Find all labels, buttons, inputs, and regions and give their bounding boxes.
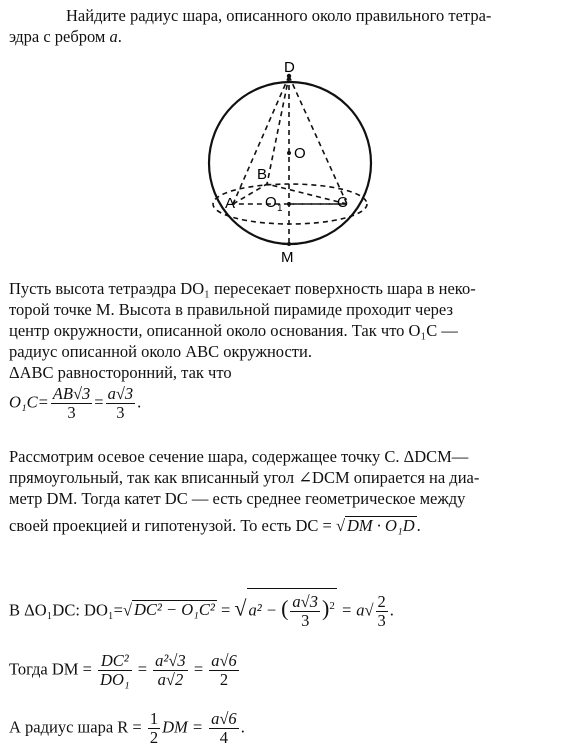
point-M: [287, 242, 291, 246]
fraction: $\frac{a√6}{2}$: [211, 651, 237, 690]
label-O: O: [294, 145, 306, 162]
fraction: $\frac{2}{3}$: [377, 592, 386, 631]
label-O1: O: [265, 194, 277, 211]
fraction: $\frac{a√3}{3}$: [107, 384, 134, 423]
label-C: C: [337, 194, 348, 211]
point-O: [287, 151, 291, 155]
edge-DB: [267, 76, 289, 184]
problem-line-2: эдра с ребром a.: [9, 27, 122, 46]
point-O1: [287, 202, 291, 206]
sphere-outline: [209, 82, 371, 244]
fraction: $\frac{a√6}{4}$: [211, 709, 237, 748]
solution-line-3: центр окружности, описанной около основания. Так что O₁C —: [9, 321, 458, 340]
fraction: $\frac{1}{2}$: [149, 709, 159, 748]
solution-line-6: Рассмотрим осевое сечение шара, содержащее точку C. ΔDCM—: [9, 447, 469, 466]
label-B: B: [257, 166, 268, 183]
problem-line-1: Найдите радиус шара, описанного около правильного тетра-: [66, 6, 492, 25]
label-D: D: [284, 59, 295, 76]
formula-DO1: В ΔO₁DC: DO₁=√ DC² − O₁C² = √ a² − ( $\frac{a√3}{3}$ )$^2$ = a√ $\frac{2}{3}$ .: [9, 588, 569, 630]
fraction: $\frac{a√3}{3}$: [292, 592, 318, 631]
fraction: $\frac{\text{DC²}}{\text{DO₁}}$: [100, 651, 130, 690]
fraction: $\frac{\text{a²√3}}{a√2}$: [155, 651, 186, 690]
solution-line-7: прямоугольный, так как вписанный угол ∠DCM опирается на диа-: [9, 468, 480, 487]
formula-DM: Тогда DM = $\frac{\text{DC²}}{\text{DO₁}}$ = $\frac{\text{a²√3}}{a√2}$ = $\frac{a√6}{2}$: [9, 651, 237, 690]
solution-line-5: ΔABC равносторонний, так что: [9, 363, 232, 382]
formula-O1C: O₁C= $\frac{AB√3}{3}$ = $\frac{a√3}{3}$ .: [9, 384, 142, 423]
solution-line-1: Пусть высота тетраэдра DO₁ пересекает поверхность шара в неко-: [9, 279, 476, 298]
label-M: M: [281, 249, 294, 266]
label-A: A: [225, 195, 236, 212]
formula-R: А радиус шара R = $\frac{1}{2}$ DM = $\frac{a√6}{4}$ .: [9, 709, 245, 748]
label-O1-sub: 1: [277, 203, 283, 214]
sphere-tetrahedron-figure: [195, 58, 385, 268]
solution-line-9: своей проекцией и гипотенузой. То есть DC = √ DM · O₁D .: [9, 516, 421, 535]
fraction: $\frac{AB√3}{3}$: [52, 384, 91, 423]
solution-line-8: метр DM. Тогда катет DC — есть среднее геометрическое между: [9, 489, 466, 508]
solution-line-2: торой точке M. Высота в правильной пирамиде проходит через: [9, 300, 453, 319]
solution-line-4: радиус описанной около ABC окружности.: [9, 342, 312, 361]
